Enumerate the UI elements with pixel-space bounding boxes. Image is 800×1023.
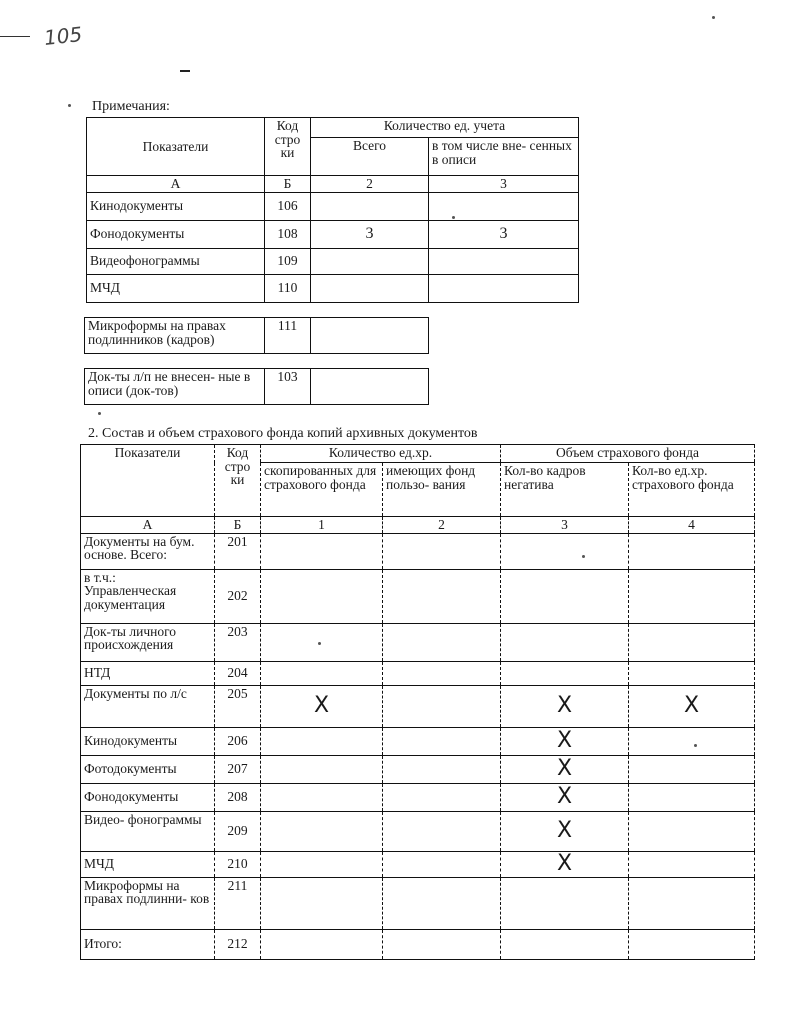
row-col-3: [501, 569, 629, 623]
scan-mark: [180, 70, 190, 72]
row-included: [429, 192, 579, 220]
row-col-1: [261, 811, 383, 851]
header-total: Всего: [311, 138, 429, 176]
row-col-4: [629, 811, 755, 851]
row-label: МЧД: [87, 274, 265, 302]
row-code: 108: [265, 220, 311, 248]
row-code: 206: [215, 727, 261, 755]
row-col-1: [261, 623, 383, 661]
row-col-1: [261, 929, 383, 959]
row-label: Документы по л/с: [81, 685, 215, 727]
row-label: в т.ч.: Управленческая документация: [81, 569, 215, 623]
row-code: 204: [215, 661, 261, 685]
row-col-1: [261, 851, 383, 877]
table-row: [81, 661, 755, 685]
row-col-4: [629, 877, 755, 929]
index-cell: 2: [383, 517, 501, 534]
docs-not-inventoried-value: [311, 369, 429, 405]
row-col-4: [629, 727, 755, 755]
row-col-4: [629, 783, 755, 811]
scan-speck: [694, 744, 697, 747]
row-col-2: [383, 727, 501, 755]
row-col-1: [261, 755, 383, 783]
scan-speck: [712, 16, 715, 19]
row-col-3: [501, 623, 629, 661]
row-total: [311, 192, 429, 220]
row-col-2: [383, 755, 501, 783]
microforms-label: Микроформы на правах подлинников (кадров): [85, 318, 265, 354]
row-col-3: X: [501, 811, 629, 851]
index-cell: 4: [629, 517, 755, 534]
row-included: 3: [429, 220, 579, 248]
scan-speck: [452, 216, 455, 219]
table-row: [81, 877, 755, 929]
row-col-1: [261, 661, 383, 685]
row-col-4: [629, 533, 755, 569]
header-qty-group: Количество ед.хр.: [261, 445, 501, 463]
row-label: Документы на бум. основе. Всего:: [81, 533, 215, 569]
notes-table: [86, 117, 579, 303]
row-col-3: [501, 661, 629, 685]
row-col-2: [383, 783, 501, 811]
header-copied: скопированных для страхового фонда: [261, 463, 383, 517]
index-cell: Б: [215, 517, 261, 534]
row-total: [311, 248, 429, 274]
row-code: 212: [215, 929, 261, 959]
row-included: [429, 274, 579, 302]
row-label: Видеофонограммы: [87, 248, 265, 274]
row-col-2: [383, 929, 501, 959]
scan-speck: [582, 555, 585, 558]
row-col-1: [261, 533, 383, 569]
header-volume-group: Объем страхового фонда: [501, 445, 755, 463]
row-code: 211: [215, 877, 261, 929]
row-col-1: [261, 727, 383, 755]
microforms-box: [84, 317, 429, 354]
row-col-3: [501, 929, 629, 959]
header-usage: имеющих фонд пользо- вания: [383, 463, 501, 517]
row-total: [311, 274, 429, 302]
row-col-3: X: [501, 851, 629, 877]
row-col-4: [629, 569, 755, 623]
row-col-2: [383, 877, 501, 929]
row-col-2: [383, 811, 501, 851]
row-code: 207: [215, 755, 261, 783]
row-label: Итого:: [81, 929, 215, 959]
row-col-4: X: [629, 685, 755, 727]
row-label: МЧД: [81, 851, 215, 877]
row-code: 210: [215, 851, 261, 877]
row-col-3: X: [501, 755, 629, 783]
table-row: [81, 727, 755, 755]
table-row: [81, 569, 755, 623]
row-label: Фонодокументы: [87, 220, 265, 248]
row-col-1: [261, 569, 383, 623]
table-row: [81, 929, 755, 959]
row-code: 202: [215, 569, 261, 623]
row-col-2: [383, 569, 501, 623]
row-label: Фонодокументы: [81, 783, 215, 811]
row-code: 110: [265, 274, 311, 302]
index-cell: 3: [501, 517, 629, 534]
table-row: [81, 851, 755, 877]
docs-not-inventoried-label: Док-ты л/п не внесен- ные в описи (док-тов): [85, 369, 265, 405]
row-col-1: X: [261, 685, 383, 727]
index-cell: 2: [311, 176, 429, 193]
row-label: Кинодокументы: [81, 727, 215, 755]
row-col-2: [383, 661, 501, 685]
index-cell: А: [81, 517, 215, 534]
row-col-2: [383, 623, 501, 661]
header-frames: Кол-во кадров негатива: [501, 463, 629, 517]
header-code: Код стро ки: [215, 445, 261, 517]
table-row: [81, 755, 755, 783]
microforms-code: 111: [265, 318, 311, 354]
table-row: [81, 623, 755, 661]
row-label: Док-ты личного происхождения: [81, 623, 215, 661]
row-col-1: [261, 783, 383, 811]
row-col-4: [629, 623, 755, 661]
table-row: [87, 192, 579, 220]
row-col-1: [261, 877, 383, 929]
row-col-2: [383, 851, 501, 877]
row-code: 201: [215, 533, 261, 569]
row-total: 3: [311, 220, 429, 248]
scan-speck: [318, 642, 321, 645]
table-row: [81, 783, 755, 811]
row-col-4: [629, 755, 755, 783]
row-label: Видео- фонограммы: [81, 811, 215, 851]
index-cell: Б: [265, 176, 311, 193]
row-code: 109: [265, 248, 311, 274]
table-row: [81, 533, 755, 569]
header-included: в том числе вне- сенных в описи: [429, 138, 579, 176]
table-row: [87, 274, 579, 302]
scan-speck: [68, 104, 71, 107]
row-label: Кинодокументы: [87, 192, 265, 220]
table-row: [87, 220, 579, 248]
header-units: Кол-во ед.хр. страхового фонда: [629, 463, 755, 517]
index-cell: 3: [429, 176, 579, 193]
row-col-2: [383, 685, 501, 727]
row-label: Микроформы на правах подлинни- ков: [81, 877, 215, 929]
row-included: [429, 248, 579, 274]
row-col-4: [629, 851, 755, 877]
row-col-4: [629, 929, 755, 959]
header-indicators: Показатели: [81, 445, 215, 517]
scan-speck: [98, 412, 101, 415]
index-cell: 1: [261, 517, 383, 534]
header-code: Код стро ки: [265, 118, 311, 176]
row-label: Фотодокументы: [81, 755, 215, 783]
row-code: 106: [265, 192, 311, 220]
microforms-value: [311, 318, 429, 354]
row-col-4: [629, 661, 755, 685]
row-code: 208: [215, 783, 261, 811]
docs-not-inventoried-code: 103: [265, 369, 311, 405]
row-code: 209: [215, 811, 261, 851]
docs-not-inventoried-box: [84, 368, 429, 405]
row-code: 205: [215, 685, 261, 727]
row-col-3: [501, 877, 629, 929]
row-code: 203: [215, 623, 261, 661]
row-col-3: [501, 533, 629, 569]
table-row: [87, 248, 579, 274]
header-indicators: Показатели: [87, 118, 265, 176]
row-col-3: X: [501, 727, 629, 755]
margin-rule: [0, 36, 30, 37]
handwritten-page-number: 105: [42, 22, 84, 50]
row-col-3: X: [501, 783, 629, 811]
table-row: [81, 685, 755, 727]
notes-title: Примечания:: [92, 99, 170, 114]
insurance-fund-table: [80, 444, 755, 960]
header-units-group: Количество ед. учета: [311, 118, 579, 138]
section-2-title: 2. Состав и объем страхового фонда копий архивных документов: [88, 426, 478, 441]
index-cell: А: [87, 176, 265, 193]
row-col-2: [383, 533, 501, 569]
table-row: [81, 811, 755, 851]
row-col-3: X: [501, 685, 629, 727]
row-label: НТД: [81, 661, 215, 685]
